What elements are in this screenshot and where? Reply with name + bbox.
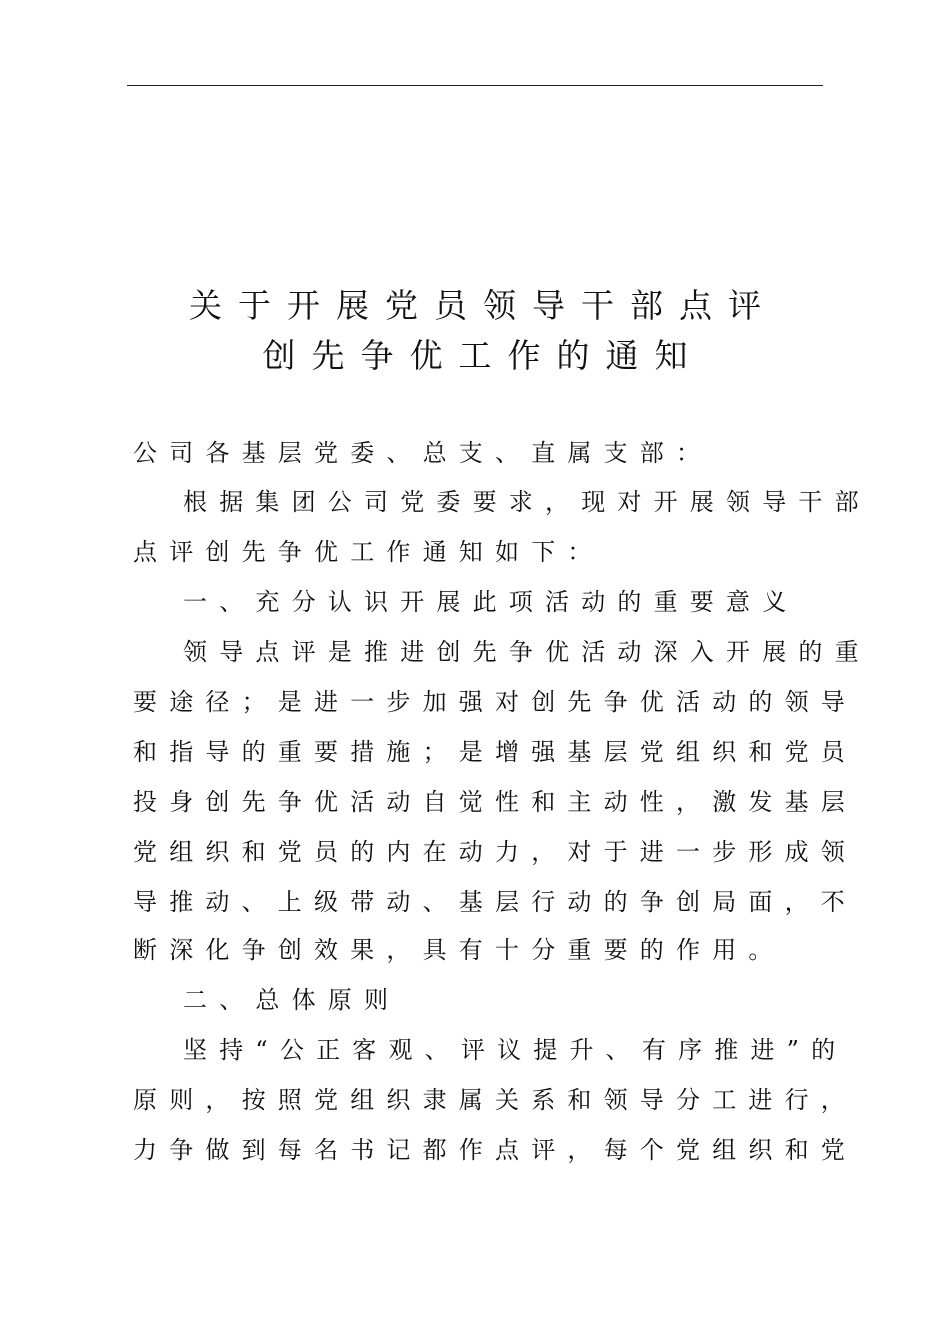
salutation: 公司各基层党委、总支、直属支部： bbox=[133, 439, 713, 467]
paragraph-line: 党组织和党员的内在动力，对于进一步形成领 bbox=[133, 838, 857, 866]
paragraph-line: 根据集团公司党委要求，现对开展领导干部 bbox=[183, 488, 871, 516]
paragraph-line: 导推动、上级带动、基层行动的争创局面，不 bbox=[133, 888, 857, 916]
paragraph-line: 坚持“公正客观、评议提升、有序推进”的 bbox=[183, 1036, 848, 1064]
paragraph-line: 原则，按照党组织隶属关系和领导分工进行， bbox=[133, 1086, 857, 1114]
paragraph-line: 领导点评是推进创先争优活动深入开展的重 bbox=[183, 638, 871, 666]
paragraph-line: 力争做到每名书记都作点评，每个党组织和党 bbox=[133, 1136, 857, 1164]
section-heading-1: 一、充分认识开展此项活动的重要意义 bbox=[183, 588, 799, 616]
header-rule bbox=[127, 85, 823, 86]
document-title-line-1: 关于开展党员领导干部点评 bbox=[189, 286, 777, 325]
section-heading-2: 二、总体原则 bbox=[183, 986, 401, 1014]
paragraph-line: 投身创先争优活动自觉性和主动性，激发基层 bbox=[133, 788, 857, 816]
paragraph-line: 断深化争创效果，具有十分重要的作用。 bbox=[133, 936, 785, 964]
paragraph-line: 要途径；是进一步加强对创先争优活动的领导 bbox=[133, 688, 857, 716]
paragraph-line: 和指导的重要措施；是增强基层党组织和党员 bbox=[133, 738, 857, 766]
paragraph-line: 点评创先争优工作通知如下： bbox=[133, 538, 604, 566]
document-title-line-2: 创先争优工作的通知 bbox=[262, 336, 704, 375]
